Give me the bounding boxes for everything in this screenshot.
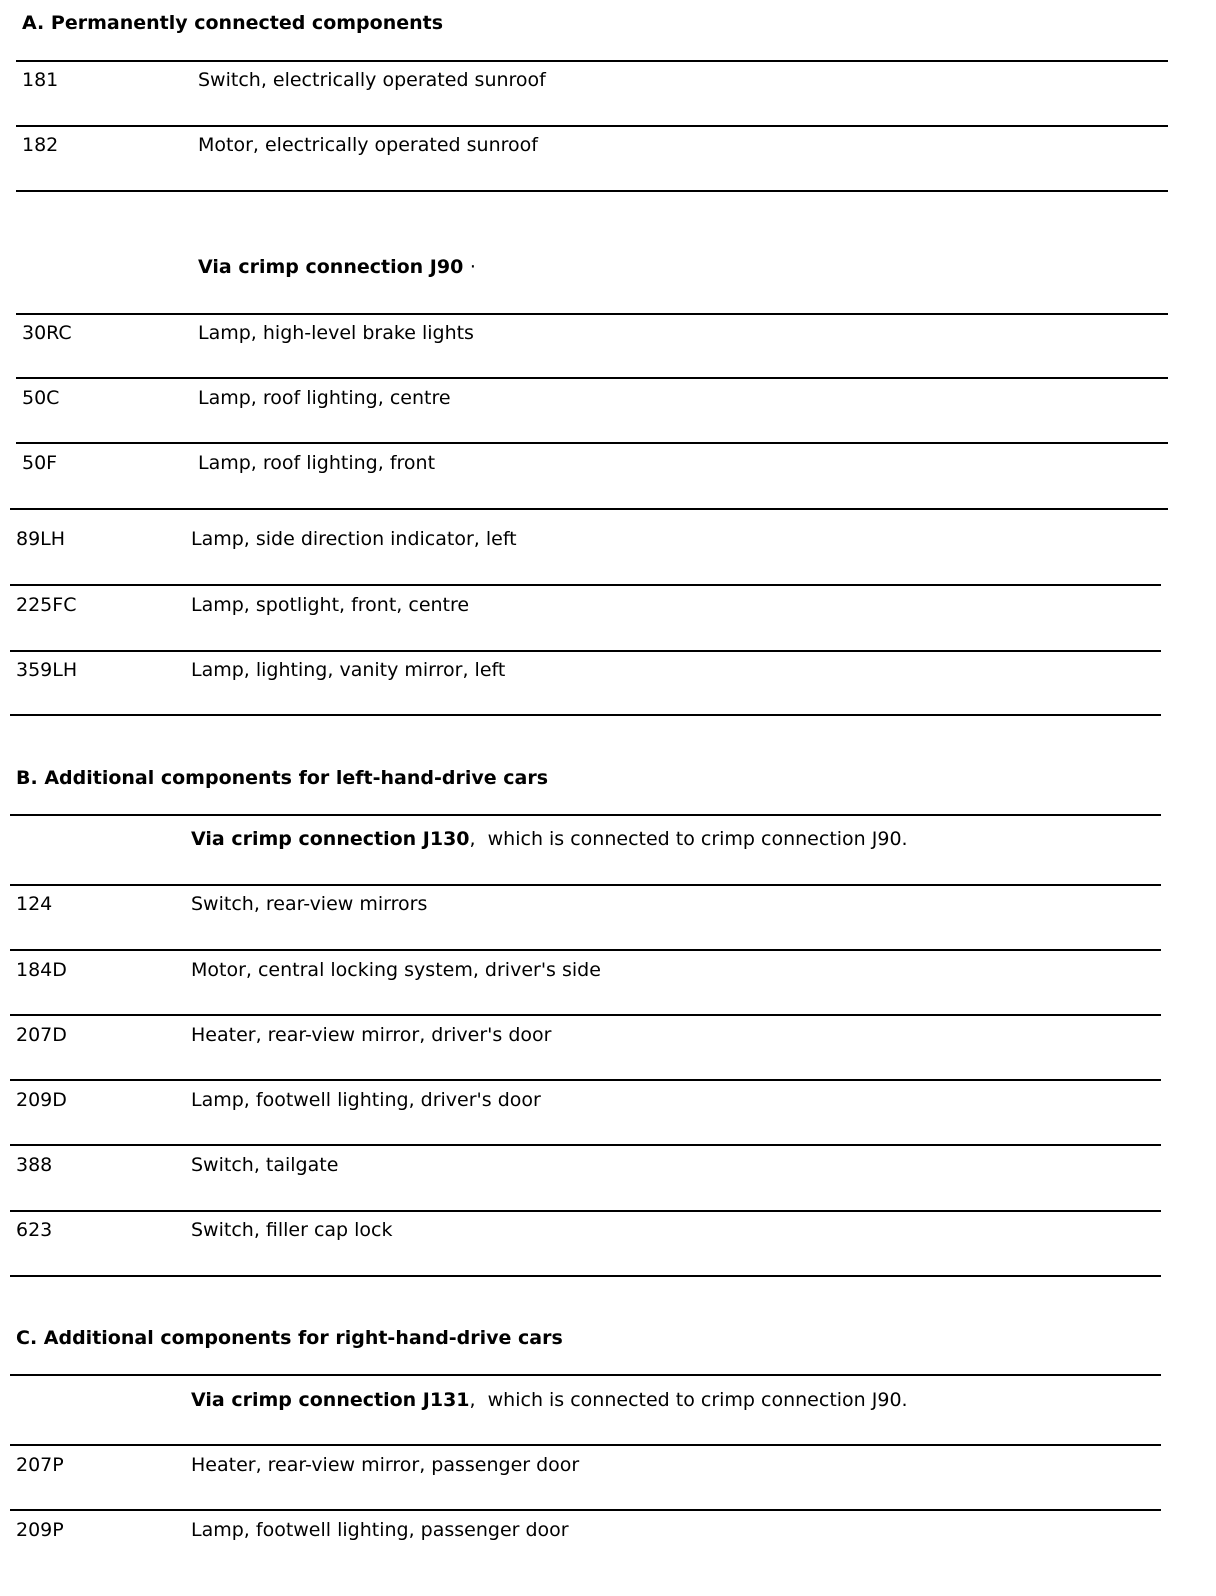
row-code: 182	[22, 134, 59, 156]
row-code: 207P	[16, 1454, 64, 1476]
divider	[10, 949, 1161, 951]
row-code: 30RC	[22, 322, 72, 344]
divider	[10, 1144, 1161, 1146]
row-description: Lamp, spotlight, front, centre	[191, 594, 470, 616]
divider	[10, 884, 1161, 886]
row-code: 50F	[22, 452, 58, 474]
divider	[10, 1014, 1161, 1016]
via-crimp-j131-label: Via crimp connection J131, which is connected to crimp connection J90.	[191, 1389, 908, 1411]
row-description: Lamp, roof lighting, centre	[198, 387, 451, 409]
via-crimp-j130-label: Via crimp connection J130, which is connected to crimp connection J90.	[191, 828, 908, 850]
row-code: 89LH	[16, 528, 66, 550]
section-a-title: A. Permanently connected components	[22, 12, 444, 34]
row-code: 209D	[16, 1089, 67, 1111]
divider	[10, 1079, 1161, 1081]
row-code: 50C	[22, 387, 60, 409]
divider	[10, 714, 1161, 716]
row-description: Switch, rear-view mirrors	[191, 893, 428, 915]
divider	[10, 584, 1161, 586]
section-b-title: B. Additional components for left-hand-drive cars	[16, 767, 548, 789]
divider	[16, 313, 1168, 315]
row-code: 388	[16, 1154, 53, 1176]
divider	[16, 442, 1168, 444]
divider	[16, 125, 1168, 127]
divider	[10, 814, 1161, 816]
divider	[10, 1210, 1161, 1212]
row-description: Heater, rear-view mirror, driver's door	[191, 1024, 552, 1046]
row-code: 181	[22, 69, 59, 91]
divider	[10, 1444, 1161, 1446]
row-description: Heater, rear-view mirror, passenger door	[191, 1454, 580, 1476]
via-crimp-j90-label: Via crimp connection J90 ·	[198, 256, 476, 278]
row-description: Motor, electrically operated sunroof	[198, 134, 538, 156]
row-description: Switch, tailgate	[191, 1154, 339, 1176]
divider	[10, 1509, 1161, 1511]
row-description: Lamp, high-level brake lights	[198, 322, 474, 344]
divider	[10, 650, 1161, 652]
row-description: Lamp, roof lighting, front	[198, 452, 436, 474]
row-description: Lamp, footwell lighting, driver's door	[191, 1089, 541, 1111]
row-code: 207D	[16, 1024, 67, 1046]
row-code: 184D	[16, 959, 67, 981]
row-description: Switch, electrically operated sunroof	[198, 69, 546, 91]
section-c-title: C. Additional components for right-hand-drive cars	[16, 1327, 563, 1349]
row-code: 623	[16, 1219, 53, 1241]
row-code: 225FC	[16, 594, 77, 616]
divider	[16, 377, 1168, 379]
divider	[10, 1275, 1161, 1277]
row-code: 124	[16, 893, 53, 915]
divider	[16, 60, 1168, 62]
divider	[10, 508, 1168, 510]
row-code: 359LH	[16, 659, 78, 681]
divider	[16, 190, 1168, 192]
row-description: Motor, central locking system, driver's side	[191, 959, 601, 981]
row-description: Lamp, footwell lighting, passenger door	[191, 1519, 569, 1541]
row-description: Lamp, side direction indicator, left	[191, 528, 517, 550]
row-description: Switch, filler cap lock	[191, 1219, 393, 1241]
row-description: Lamp, lighting, vanity mirror, left	[191, 659, 506, 681]
divider	[10, 1374, 1161, 1376]
row-code: 209P	[16, 1519, 64, 1541]
